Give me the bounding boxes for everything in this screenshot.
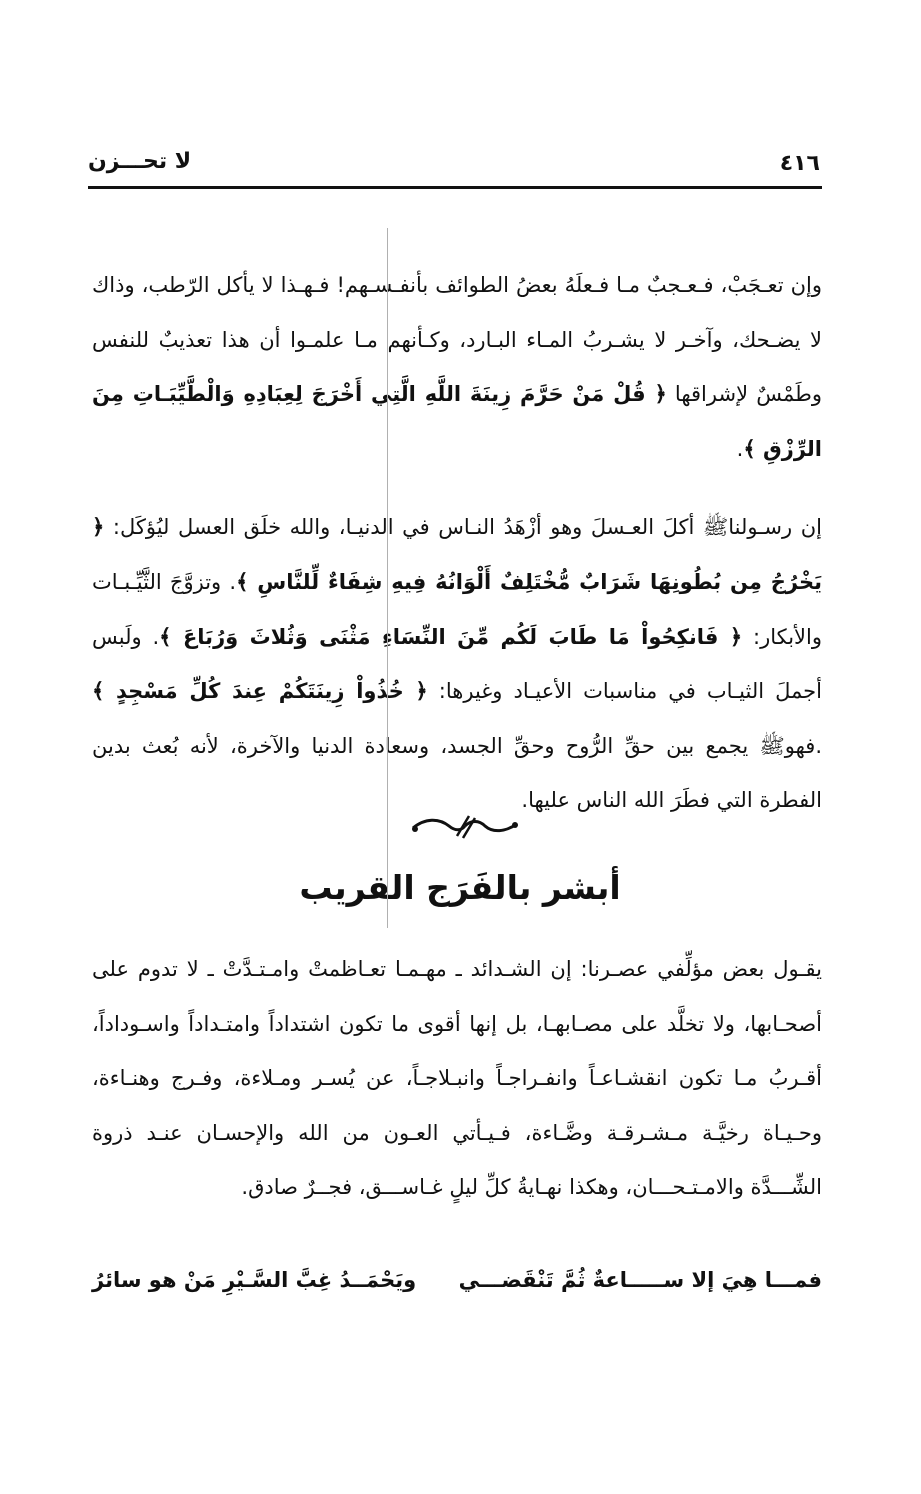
verse-second-hemistich: ويَحْمَــدُ غِبَّ السَّـيْرِ مَنْ هو سائرُ (92, 1268, 417, 1292)
quran-verse-4: ﴿ خُذُواْ زِينَتَكُمْ عِندَ كُلِّ مَسْجِدٍ ﴾ (92, 679, 428, 704)
paragraph-2 (92, 500, 822, 828)
paragraph-2-text-3: . ولَبس أجملَ الثيـاب في مناسبات الأعيـاد وغيرها: (92, 624, 822, 704)
section-divider-ornament (405, 812, 525, 842)
page-number: ٤١٦ (779, 151, 820, 176)
section-title: أبشر بالفَرَج القريب (299, 868, 621, 907)
page-header (88, 145, 820, 185)
paragraph-3: يقـول بعض مؤلِّفي عصـرنا: إن الشـدائد ـ مهـمـا تعـاظمتْ وامـتـدَّتْ ـ لا تدوم على أصحـابها، ولا تخلَّد على مصـابهـا، بل إنها أقوى ما تكون اشتداداً وامتـداداً واسـوداداً، أقـربُ مـا تكون انقشـاعـاً وانفـراجـاً وانبـلاجـاً، عن يُسـر ومـلاءة، وفـرج وهنـاءة، وحـيـاة رخيَّـة مـشـرقـة وضَّـاءة، فـيـأتي العـون من الله والإحسـان عنـد ذروة الشِّـــدَّة والامـتـحـــان، وهكذا نهـايةُ كلِّ ليلٍ غـاســـق، فجــرٌ صادق. (92, 957, 822, 1200)
paragraph-1-text: وإن تعـجَبْ، فـعـجبٌ مـا فـعلَهُ بعضُ الطوائف بأنفـسـهم! فـهـذا لا يأكل الرّطب، وذاك لا يضـحك، وآخـر لا يشـربُ المـاء البـارد، وكـأنهم مـا علمـوا أن هذا تعذيبٌ للنفس وطَمْسٌ لإشراقها (92, 273, 822, 407)
paragraph-1-end: . (736, 436, 744, 461)
paragraph-2-text-2: . وتزوَّجَ الثَّيِّـبـات والأبكار: (92, 569, 823, 649)
poetry-verse (92, 1268, 822, 1308)
paragraph-2-text-1: إن رسـولناﷺ أكلَ العـسلَ وهو أزْهَدُ النـاس في الدنيـا، والله خلَق العسل ليُؤكَل: (104, 515, 822, 540)
paragraph-2-text-4: .فهوﷺ يجمع بين حقِّ الرُّوح وحقِّ الجسد، وسعادة الدنيا والآخرة، لأنه بُعث بدين الفطرة التي فطَرَ الله الناس عليها. (92, 733, 822, 813)
verse-first-hemistich: فمـــا هِيَ إلا ســـــاعةٌ ثُمَّ تَنْقَضـــي (458, 1268, 822, 1292)
section-2-text (92, 942, 822, 1215)
paragraph-1 (92, 258, 822, 476)
scan-crease-line (387, 228, 388, 928)
running-title: لا تحـــزن (88, 149, 192, 174)
quran-verse-1: ﴿ قُلْ مَنْ حَرَّمَ زِينَةَ اللَّهِ الَّتِي أَخْرَجَ لِعِبَادِهِ وَالْطَّيِّبَـاتِ مِنَ الرِّزْقِ ﴾ (92, 382, 822, 461)
header-rule (88, 186, 822, 189)
quran-verse-2: ﴿ يَخْرُجُ مِن بُطُونِهَا شَرَابٌ مُّخْتَلِفٌ أَلْوَانُهُ فِيهِ شِفَاءٌ لِّلنَّاسِ ﴾ (92, 515, 823, 594)
section-1-text (92, 258, 822, 828)
quran-verse-3: ﴿ فَانكِحُواْ مَا طَابَ لَكُم مِّنَ النِّسَاءِ مَثْنَى وَثُلاثَ وَرُبَاعَ ﴾ (159, 624, 743, 649)
